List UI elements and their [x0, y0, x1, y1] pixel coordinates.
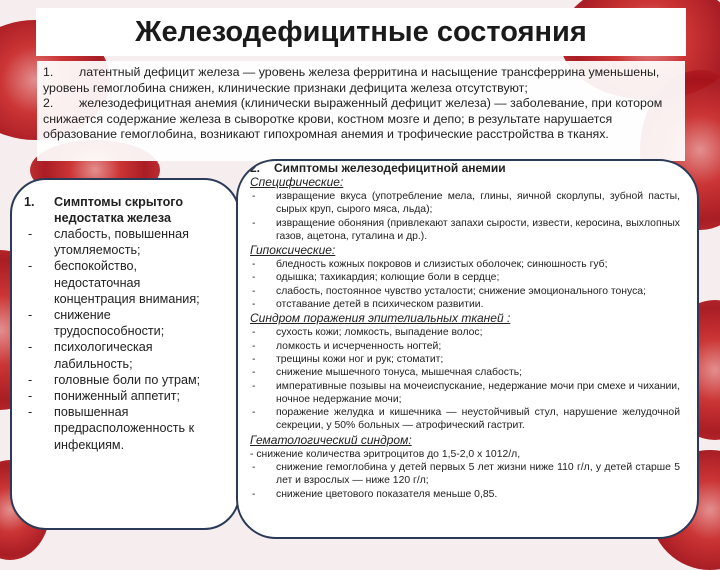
list-item: - извращение вкуса (употребление мела, глины, яичной скорлупы, зубной пасты, сырых круп, сырого мяса, льда); [250, 190, 680, 217]
intro-item: 1. латентный дефицит железа — уровень железа ферритина и насыщение трансферрина уменьшены, уровень гемоглобина снижен, клинические признаки дефицита железа отсутствуют; [43, 65, 660, 95]
latent-deficiency-heading: 1. Симптомы скрытого недостатка железа [24, 195, 184, 226]
list-item: - бледность кожных покровов и слизистых оболочек; синюшность губ; [250, 258, 680, 271]
anemia-heading: 2. Симптомы железодефицитной анемии [250, 161, 506, 175]
latent-symptom-list [24, 226, 218, 453]
section-list [250, 258, 680, 311]
list-item: - поражение желудка и кишечника — неустойчивый стул, нарушение желудочной секреции, у 50% больных — атрофический гастрит. [250, 406, 680, 433]
section-title: Специфические: [250, 175, 344, 189]
list-item: - психологическая лабильность; [24, 339, 218, 371]
list-item: - снижение гемоглобина у детей первых 5 лет жизни ниже 110 г/л, у детей старше 5 лет и взрослых — ниже 120 г/л; [250, 461, 680, 488]
list-item: - сухость кожи; ломкость, выпадение волос; [250, 326, 680, 339]
list-item: - снижение цветового показателя меньше 0,85. [250, 488, 680, 501]
list-item: - императивные позывы на мочеиспускание, недержание мочи при смехе и чихании, ночное недержание мочи; [250, 380, 680, 407]
list-item: - слабость, повышенная утомляемость; [24, 226, 218, 258]
section-lead: - снижение количества эритроцитов до 1,5-2,0 х 1012/л, [250, 448, 521, 460]
list-item: - извращение обоняния (привлекают запахи сырости, извести, керосина, выхлопных газов, ацетона, гуталина и др.). [250, 217, 680, 244]
list-item: - ломкость и исчерченность ногтей; [250, 340, 680, 353]
list-item: - снижение мышечного тонуса, мышечная слабость; [250, 366, 680, 379]
section-list [250, 190, 680, 243]
section-title: Синдром поражения эпителиальных тканей : [250, 311, 511, 326]
list-item: - снижение трудоспособности; [24, 307, 218, 339]
latent-deficiency-box [10, 178, 240, 530]
list-item: - головные боли по утрам; [24, 372, 218, 388]
anemia-symptoms-box [236, 159, 699, 539]
list-item: - одышка; тахикардия; колющие боли в сердце; [250, 271, 680, 284]
list-item: - слабость, постоянное чувство усталости; снижение эмоционального тонуса; [250, 285, 680, 298]
intro-box [37, 61, 685, 161]
list-item: - беспокойство, недостаточная концентрация внимания; [24, 258, 218, 307]
section-title: Гипоксические: [250, 243, 336, 258]
intro-item: 2. железодефицитная анемия (клинически выраженный дефицит железа) — заболевание, при котором снижается содержание железа в сыворотке крови, костном мозге и депо; в результате нарушается образование гемоглобина, возникают гипохромная анемия и трофические расстройства в тканях. [43, 96, 663, 142]
section-list [250, 461, 680, 501]
anemia-content [250, 175, 680, 501]
list-item: - трещины кожи ног и рук; стоматит; [250, 353, 680, 366]
list-item: - отставание детей в психическом развитии. [250, 298, 680, 311]
section-title: Гематологический синдром: [250, 432, 412, 447]
list-item: - пониженный аппетит; [24, 388, 218, 404]
section-list [250, 326, 680, 432]
page-title: Железодефицитные состояния [135, 16, 587, 48]
list-item: - повышенная предрасположенность к инфекциям. [24, 404, 218, 453]
